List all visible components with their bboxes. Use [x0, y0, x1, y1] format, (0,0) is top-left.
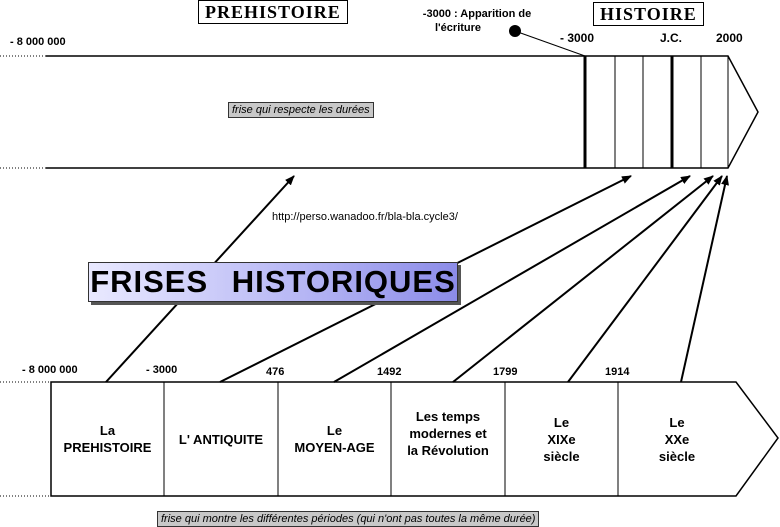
bottom-frieze-caption: frise qui montre les différentes périodes (qui n'ont pas toutes la même durée) — [157, 511, 539, 527]
source-url: http://perso.wanadoo.fr/bla-bla.cycle3/ — [272, 211, 458, 223]
prehistoire-label: PREHISTOIRE — [198, 0, 348, 24]
top-tick-jc: J.C. — [660, 31, 683, 45]
period-line: modernes et — [409, 425, 487, 441]
period-moyen-age — [278, 382, 391, 496]
period-line: L' ANTIQUITE — [178, 431, 264, 447]
period-line: MOYEN-AGE — [294, 440, 375, 455]
period-line: PREHISTOIRE — [63, 440, 152, 455]
top-frieze-caption: frise qui respecte les durées — [228, 102, 374, 118]
bottom-tick-476: 476 — [266, 366, 285, 378]
period-antiquite — [164, 382, 278, 496]
period-line: siècle — [658, 448, 696, 464]
title-banner — [88, 262, 458, 302]
top-start-tick: - 8 000 000 — [10, 36, 66, 48]
period-line: XIXe — [547, 431, 576, 447]
period-prehistoire — [51, 382, 164, 496]
top-frieze — [0, 56, 758, 168]
period-line: Le — [553, 414, 570, 430]
top-tick-3000: - 3000 — [560, 31, 595, 45]
bottom-tick-1492: 1492 — [377, 366, 402, 378]
period-xix-siecle — [505, 382, 618, 496]
period-temps-modernes — [391, 376, 505, 490]
period-xx-siecle — [618, 382, 736, 496]
bottom-tick-1799: 1799 — [493, 366, 518, 378]
period-line: Le — [326, 423, 343, 438]
writing-note-line1: -3000 : Apparition de — [422, 8, 532, 20]
bottom-tick-3000: - 3000 — [146, 364, 178, 376]
histoire-label: HISTOIRE — [593, 2, 704, 26]
period-line: siècle — [543, 448, 580, 464]
page-title: FRISES HISTORIQUES — [90, 264, 456, 299]
period-line: la Révolution — [407, 442, 489, 458]
period-line: Les temps — [415, 408, 481, 424]
period-line: Le — [669, 414, 685, 430]
writing-note-line2: l'écriture — [435, 22, 482, 34]
bottom-tick-start: - 8 000 000 — [22, 364, 78, 376]
top-tick-2000: 2000 — [716, 31, 743, 45]
writing-note — [415, 7, 539, 35]
period-line: La — [99, 423, 116, 438]
bottom-tick-1914: 1914 — [605, 366, 630, 378]
period-line: XXe — [664, 431, 690, 447]
